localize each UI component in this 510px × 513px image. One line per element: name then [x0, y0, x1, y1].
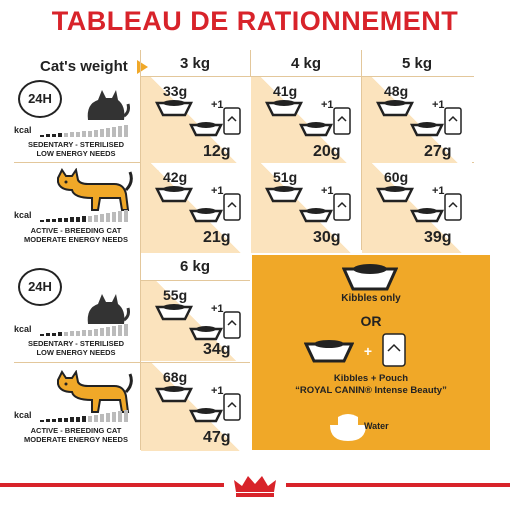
bowl-icon [265, 185, 303, 203]
bowl-icon [376, 99, 414, 117]
profile-moderate-energy [14, 164, 138, 250]
legend-or: OR [360, 313, 382, 329]
bowl-icon [410, 207, 444, 223]
pouch-icon [223, 311, 241, 339]
mixed-kibbles-amount: 12g [203, 143, 231, 160]
column-5kg: 5 kg [401, 55, 432, 72]
bowl-icon [265, 99, 303, 117]
plus-one-label: +1 [211, 303, 224, 315]
profile-line2: MODERATE ENERGY NEEDS [24, 435, 128, 444]
ration-cell-4kg-low [251, 77, 361, 167]
bowl-icon [304, 339, 354, 363]
clock-24h-icon: 24H [18, 268, 62, 306]
bowl-icon [299, 121, 333, 137]
sitting-cat-icon [80, 290, 130, 326]
plus-one-label: +1 [321, 185, 334, 197]
profile-line1: ACTIVE - BREEDING CAT [30, 426, 122, 435]
plus-one-label: +1 [321, 99, 334, 111]
kcal-label: kcal [14, 210, 32, 220]
energy-bars-moderate-icon [40, 410, 132, 422]
pouch-icon [223, 107, 241, 135]
bowl-icon [155, 185, 193, 203]
plus-one-label: +1 [211, 385, 224, 397]
pouch-icon [333, 193, 351, 221]
energy-bars-low-icon [40, 125, 132, 137]
plus-one-label: +1 [432, 185, 445, 197]
kibbles-amount: 68g [163, 369, 188, 385]
profile-line1: ACTIVE - BREEDING CAT [30, 226, 122, 235]
ration-cell-6kg-moderate [141, 363, 251, 451]
bowl-icon [155, 303, 193, 321]
kcal-label: kcal [14, 125, 32, 135]
bowl-icon [189, 207, 223, 223]
kibbles-amount: 33g [163, 83, 188, 99]
profile-low-energy [14, 78, 138, 162]
bowl-icon [299, 207, 333, 223]
bowl-icon [155, 385, 193, 403]
kibbles-amount: 60g [384, 169, 409, 185]
ration-cell-5kg-low [362, 77, 472, 167]
profile-line2: MODERATE ENERGY NEEDS [24, 235, 128, 244]
pouch-icon [444, 107, 462, 135]
legend-water: Water [364, 421, 389, 431]
energy-bars-moderate-icon [40, 210, 132, 222]
legend-combo-line1: Kibbles + Pouch [333, 373, 409, 384]
kcal-label: kcal [14, 410, 32, 420]
kibbles-amount: 48g [384, 83, 409, 99]
bowl-icon [189, 407, 223, 423]
profile-moderate-energy [14, 364, 138, 450]
bowl-icon [376, 185, 414, 203]
column-4kg: 4 kg [290, 55, 321, 72]
bowl-icon [189, 325, 223, 341]
sitting-cat-icon [80, 86, 130, 122]
kibbles-amount: 41g [273, 83, 298, 99]
legend-kibbles-only: Kibbles only [341, 293, 401, 304]
kibbles-amount: 51g [273, 169, 298, 185]
pouch-icon [223, 393, 241, 421]
mixed-kibbles-amount: 20g [313, 143, 341, 160]
plus-one-label: +1 [432, 99, 445, 111]
mixed-kibbles-amount: 21g [203, 229, 231, 246]
profile-low-energy [14, 266, 138, 360]
walking-cat-icon [44, 168, 134, 212]
kibbles-amount: 55g [163, 287, 188, 303]
profile-line1: SEDENTARY - STERILISED [27, 339, 125, 348]
mixed-kibbles-amount: 30g [313, 229, 341, 246]
bowl-icon [410, 121, 444, 137]
page-title: TABLEAU DE RATIONNEMENT [51, 6, 459, 36]
profile-line1: SEDENTARY - STERILISED [27, 140, 125, 149]
ration-cell-3kg-low [141, 77, 251, 167]
plus-one-label: +1 [211, 185, 224, 197]
legend-plus: + [363, 343, 373, 359]
mixed-kibbles-amount: 34g [203, 341, 231, 358]
bowl-icon [155, 99, 193, 117]
energy-bars-low-icon [40, 324, 132, 336]
mixed-kibbles-amount: 47g [203, 429, 231, 446]
profile-line2: LOW ENERGY NEEDS [36, 149, 116, 158]
column-6kg: 6 kg [179, 258, 210, 275]
bowl-icon [189, 121, 223, 137]
column-3kg: 3 kg [179, 55, 210, 72]
ration-cell-5kg-moderate [362, 163, 472, 253]
ration-cell-6kg-low [141, 281, 251, 361]
ration-cell-3kg-moderate [141, 163, 251, 253]
clock-24h-icon: 24H [18, 80, 62, 118]
walking-cat-icon [44, 370, 134, 414]
pouch-icon [223, 193, 241, 221]
pouch-icon [333, 107, 351, 135]
kibbles-amount: 42g [163, 169, 188, 185]
kcal-label: kcal [14, 324, 32, 334]
crown-logo-icon [224, 470, 286, 500]
profile-line2: LOW ENERGY NEEDS [36, 348, 116, 357]
legend-combo-line2: “ROYAL CANIN® Intense Beauty” [295, 385, 447, 396]
pouch-icon [444, 193, 462, 221]
cat-weight-label: Cat's weight [40, 58, 128, 75]
legend-panel [252, 255, 490, 450]
pouch-icon [382, 333, 406, 367]
mixed-kibbles-amount: 27g [424, 143, 452, 160]
ration-cell-4kg-moderate [251, 163, 361, 253]
mixed-kibbles-amount: 39g [424, 229, 452, 246]
bowl-icon [342, 263, 398, 291]
plus-one-label: +1 [211, 99, 224, 111]
